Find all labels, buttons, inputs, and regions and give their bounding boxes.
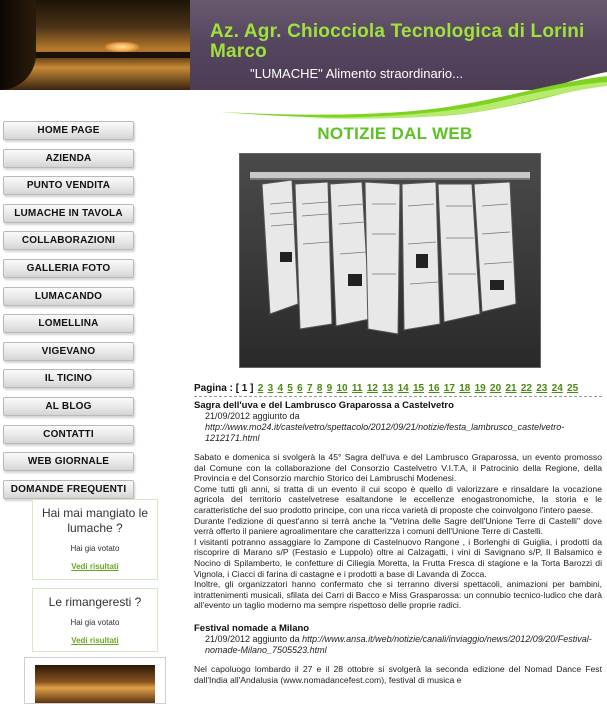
nav-web-giornale[interactable]: WEB GIORNALE bbox=[3, 452, 134, 471]
page-link[interactable]: 20 bbox=[490, 383, 502, 394]
article-paragraph: Sabato e domenica si svolgerà la 45° Sagra dell'uva e del Lambrusco Graparossa, un evento promosso dal Comune con la collaborazione del Consorzio Castelvetro V.I.T.A, il Patrocinio della Regione, della Provincia e del Consorzio marchio Storico dei Lambruschi Modenesi. bbox=[194, 452, 602, 484]
site-tagline: "LUMACHE" Alimento straordinario... bbox=[250, 66, 463, 81]
nav-home-page[interactable]: HOME PAGE bbox=[3, 121, 134, 140]
page-link[interactable]: 10 bbox=[336, 383, 348, 394]
page-link[interactable]: 14 bbox=[397, 383, 409, 394]
poll-results-link[interactable]: Vedi risultati bbox=[71, 636, 119, 645]
article-body bbox=[194, 452, 602, 611]
page-link[interactable]: 3 bbox=[267, 383, 274, 394]
news-column bbox=[194, 382, 602, 685]
nav-collaborazioni[interactable]: COLLABORAZIONI bbox=[3, 231, 134, 250]
page-link[interactable]: 22 bbox=[520, 383, 532, 394]
article-source-link[interactable]: http://www.ansa.it/web/notizie/canali/inviaggio/news/2012/09/20/Festival-nomade-Milano_7505523.html bbox=[205, 633, 592, 655]
nav-lumacando[interactable]: LUMACANDO bbox=[3, 287, 134, 306]
page-link[interactable]: 2 bbox=[257, 383, 264, 394]
news-article bbox=[194, 623, 602, 685]
nav-contatti[interactable]: CONTATTI bbox=[3, 425, 134, 444]
page-link[interactable]: 5 bbox=[287, 383, 293, 394]
article-date: 21/09/2012 aggiunto da bbox=[205, 633, 300, 644]
article-body bbox=[194, 664, 602, 685]
article-title: Festival nomade a Milano bbox=[194, 622, 310, 634]
page-link[interactable]: 12 bbox=[366, 383, 378, 394]
nav-al-blog[interactable]: AL BLOG bbox=[3, 397, 134, 416]
page-link[interactable]: 25 bbox=[567, 383, 579, 394]
page-title: NOTIZIE DAL WEB bbox=[317, 124, 473, 143]
sidebar-sunset-image bbox=[24, 657, 166, 704]
pagination bbox=[194, 382, 602, 397]
page-link[interactable]: 8 bbox=[316, 383, 323, 394]
article-paragraph: Inoltre, gli organizzatori hanno confermato che si terranno diversi spettacoli, animazioni per bambini, intrattenimenti musicali, sfilata dei Carri di Bacco e Miss Grasparossa: un connubio tecnico-ludico che darà all'evento un taglio moderno ma sempre rispettoso delle proprie radici. bbox=[194, 579, 602, 611]
article-paragraph: Durante l'edizione di quest'anno si terrà anche la "Vetrina delle Sagre dell'Unione Terre di Castelli" dove verrà offerto il paniere agroalimentare che caratterizza i comuni dell'Unione Terre di Castelli. bbox=[194, 515, 602, 537]
pagination-current: [ 1 ] bbox=[235, 383, 254, 394]
nav-vigevano[interactable]: VIGEVANO bbox=[3, 342, 134, 361]
page-link[interactable]: 24 bbox=[551, 383, 563, 394]
article-date: 21/09/2012 aggiunto da bbox=[205, 411, 300, 421]
nav-domande-frequenti[interactable]: DOMANDE FREQUENTI bbox=[3, 480, 134, 499]
nav-punto-vendita[interactable]: PUNTO VENDITA bbox=[3, 176, 134, 195]
page-link[interactable]: 17 bbox=[443, 383, 455, 394]
poll-voted-text: Hai gia votato bbox=[70, 544, 120, 553]
page-link[interactable]: 13 bbox=[382, 383, 394, 394]
page-link[interactable]: 19 bbox=[474, 383, 486, 394]
article-meta bbox=[194, 634, 602, 656]
news-article bbox=[194, 400, 602, 611]
nav-galleria-foto[interactable]: GALLERIA FOTO bbox=[3, 259, 134, 278]
article-title: Sagra dell'uva e del Lambrusco Graparossa a Castelvetro bbox=[194, 400, 454, 411]
nav-lomellina[interactable]: LOMELLINA bbox=[3, 314, 134, 333]
page-link[interactable]: 11 bbox=[351, 383, 363, 394]
article-paragraph: Come tutti gli anni, si tratta di un evento il cui scopo è quello di valorizzare e rinsaldare la vocazione agricola del territorio castelvetrese esaltandone le eccellenze enogastronomiche, la storia e le caratteristiche del suo prodotto principe, con una ricca varietà di proposte che coinvolgono l'intero paese. bbox=[194, 483, 602, 515]
page-link[interactable]: 16 bbox=[428, 383, 440, 394]
page-link[interactable]: 7 bbox=[306, 383, 313, 394]
poll-box bbox=[32, 499, 158, 580]
poll-voted-text: Hai gia votato bbox=[70, 618, 120, 627]
poll-results-link[interactable]: Vedi risultati bbox=[71, 562, 119, 571]
nav-azienda[interactable]: AZIENDA bbox=[3, 149, 134, 168]
newspapers-photo bbox=[239, 153, 541, 368]
poll-box bbox=[32, 588, 158, 652]
page-link[interactable]: 6 bbox=[297, 383, 303, 394]
nav-lumache-in-tavola[interactable]: LUMACHE IN TAVOLA bbox=[3, 204, 134, 223]
page-link[interactable]: 15 bbox=[412, 383, 425, 394]
poll-question: Le rimangeresti ? bbox=[48, 595, 142, 609]
page-link[interactable]: 21 bbox=[505, 383, 517, 394]
page-link[interactable]: 4 bbox=[277, 383, 283, 394]
article-source-link[interactable]: http://www.mo24.it/castelvetro/spettacolo/2012/09/21/notizie/festa_lambrusco_castelvetro-1212171.html bbox=[205, 422, 565, 443]
page-link[interactable]: 18 bbox=[459, 383, 471, 394]
poll-question: Hai mai mangiato le lumache ? bbox=[41, 506, 149, 535]
article-meta bbox=[194, 411, 602, 444]
article-paragraph: I visitanti potranno assaggiare lo Zampone di Castelnuovo Rangone , i Borlenghi di Guiglia, i prodotti da riscoprire di Marano s/P (Festasio e Luppolo) oltre ai Calzagatti, i vini di Savignano s/P, Il Balsamico e Nocino di Spilamberto, le confetture di Ciliegia Moretta, la Frutta Fresca di stagione e la Torta Barozzi di Vignola, i Ciacci di farina di castagne e i prodotti a base di Lavanda di Zocca. bbox=[194, 536, 602, 579]
page-link[interactable]: 9 bbox=[326, 383, 333, 394]
pagination-label: Pagina : bbox=[194, 383, 233, 394]
page-link[interactable]: 23 bbox=[536, 383, 548, 394]
site-title: Az. Agr. Chiocciola Tecnologica di Lorini Marco bbox=[210, 21, 585, 62]
site-header bbox=[0, 0, 607, 120]
sidebar-nav bbox=[3, 121, 134, 507]
article-paragraph: Nel capoluogo lombardo il 27 e il 28 ottobre si svolgerà la seconda edizione del Nomad Dance Fest dall'India all'Andalusia (www.nomadancefest.com), festival di musica e bbox=[194, 663, 602, 685]
nav-il-ticino[interactable]: IL TICINO bbox=[3, 369, 134, 388]
